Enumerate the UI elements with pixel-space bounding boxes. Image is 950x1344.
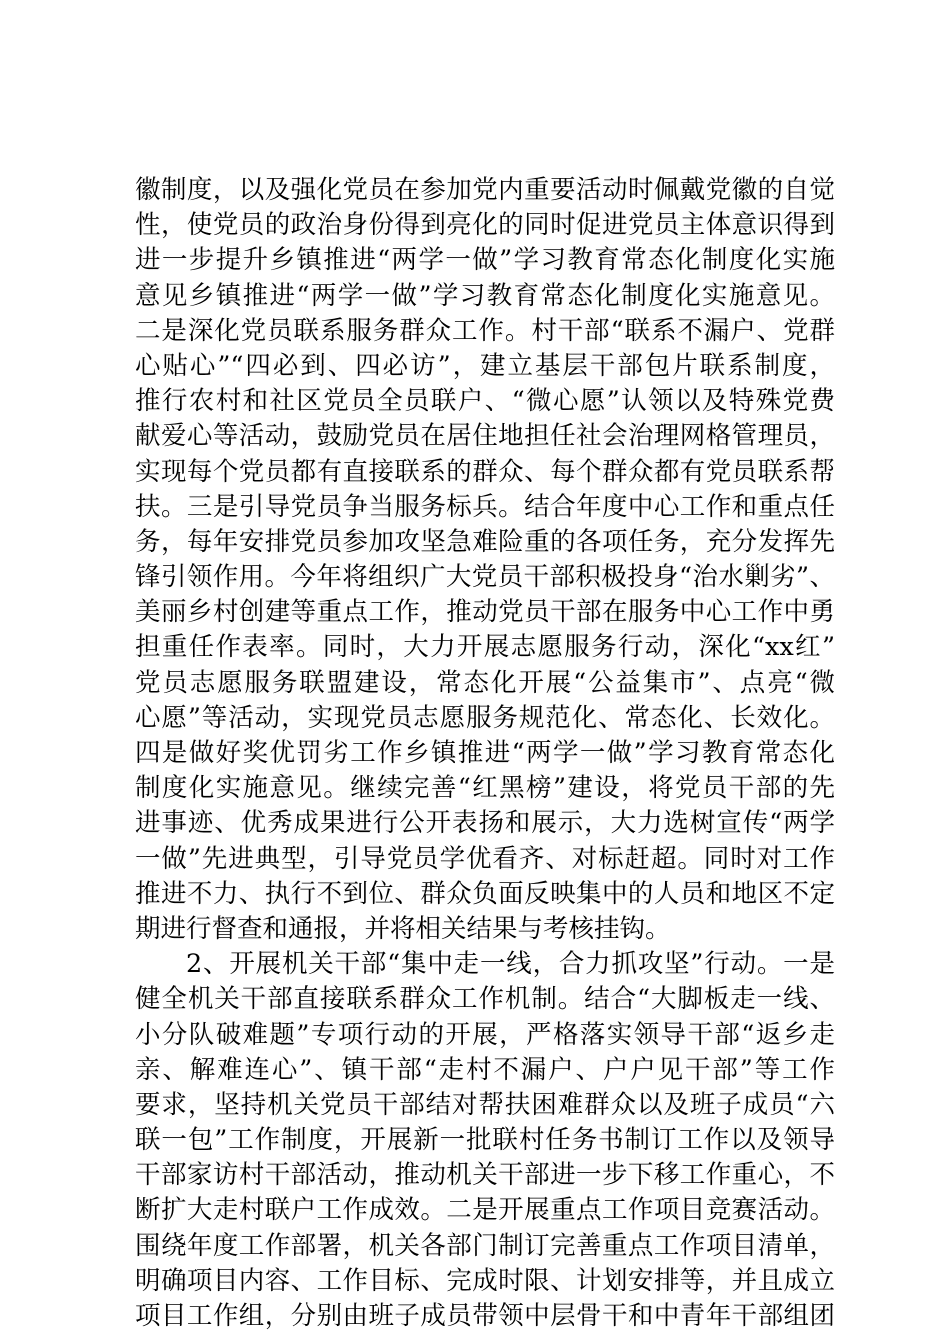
text-line: 亲、解难连心”、镇干部“走村不漏户、户户见干部”等工作	[135, 1054, 835, 1085]
text-line: 性，使党员的政治身份得到亮化的同时促进党员主体意识得到	[135, 210, 835, 241]
text-line: 锋引领作用。今年将组织广大党员干部积极投身“治水剿劣”、	[135, 562, 835, 593]
text-line: 进事迹、优秀成果进行公开表扬和展示，大力选树宣传“两学	[135, 808, 835, 839]
text-line: 意见乡镇推进“两学一做”学习教育常态化制度化实施意见。	[135, 280, 835, 311]
text-line: 推进不力、执行不到位、群众负面反映集中的人员和地区不定	[135, 878, 835, 909]
text-line: 健全机关干部直接联系群众工作机制。结合“大脚板走一线、	[135, 984, 835, 1015]
text-line: 心愿”等活动，实现党员志愿服务规范化、常态化、长效化。	[135, 702, 835, 733]
text-line: 进一步提升乡镇推进“两学一做”学习教育常态化制度化实施	[135, 245, 835, 276]
text-line: 断扩大走村联户工作成效。二是开展重点工作项目竞赛活动。	[135, 1195, 835, 1226]
text-line: 推行农村和社区党员全员联户、“微心愿”认领以及特殊党费	[135, 386, 835, 417]
text-line: 要求，坚持机关党员干部结对帮扶困难群众以及班子成员“六	[135, 1089, 835, 1120]
text-line: 务，每年安排党员参加攻坚急难险重的各项任务，充分发挥先	[135, 526, 835, 557]
text-line: 联一包”工作制度，开展新一批联村任务书制订工作以及领导	[135, 1125, 835, 1156]
text-line: 明确项目内容、工作目标、完成时限、计划安排等，并且成立	[135, 1265, 835, 1296]
text-line: 干部家访村干部活动，推动机关干部进一步下移工作重心，不	[135, 1160, 835, 1191]
text-line: 美丽乡村创建等重点工作，推动党员干部在服务中心工作中勇	[135, 597, 835, 628]
text-line: 党员志愿服务联盟建设，常态化开展“公益集市”、点亮“微	[135, 667, 835, 698]
text-line: 一做”先进典型，引导党员学优看齐、对标赶超。同时对工作	[135, 843, 835, 874]
text-line: 项目工作组，分别由班子成员带领中层骨干和中青年干部组团	[135, 1301, 835, 1331]
text-line: 小分队破难题”专项行动的开展，严格落实领导干部“返乡走	[135, 1019, 835, 1050]
text-line: 期进行督查和通报，并将相关结果与考核挂钩。	[135, 913, 671, 944]
text-line: 徽制度，以及强化党员在参加党内重要活动时佩戴党徽的自觉	[135, 175, 835, 205]
text-line: 实现每个党员都有直接联系的群众、每个群众都有党员联系帮	[135, 456, 835, 487]
text-line: 献爱心等活动，鼓励党员在居住地担任社会治理网格管理员，	[135, 421, 835, 452]
text-line: 围绕年度工作部署，机关各部门制订完善重点工作项目清单，	[135, 1230, 835, 1261]
text-line: 扶。三是引导党员争当服务标兵。结合年度中心工作和重点任	[135, 491, 835, 522]
text-line: 担重任作表率。同时，大力开展志愿服务行动，深化“xx红”	[135, 632, 835, 663]
paragraph-start-line: 2、开展机关干部“集中走一线，合力抓攻坚”行动。一是	[186, 949, 835, 980]
text-line: 四是做好奖优罚劣工作乡镇推进“两学一做”学习教育常态化	[135, 738, 835, 768]
text-line: 心贴心”“四必到、四必访”，建立基层干部包片联系制度，	[135, 350, 835, 381]
body-text	[135, 173, 835, 1334]
text-line: 制度化实施意见。继续完善“红黑榜”建设，将党员干部的先	[135, 773, 835, 804]
text-line: 二是深化党员联系服务群众工作。村干部“联系不漏户、党群	[135, 315, 835, 346]
